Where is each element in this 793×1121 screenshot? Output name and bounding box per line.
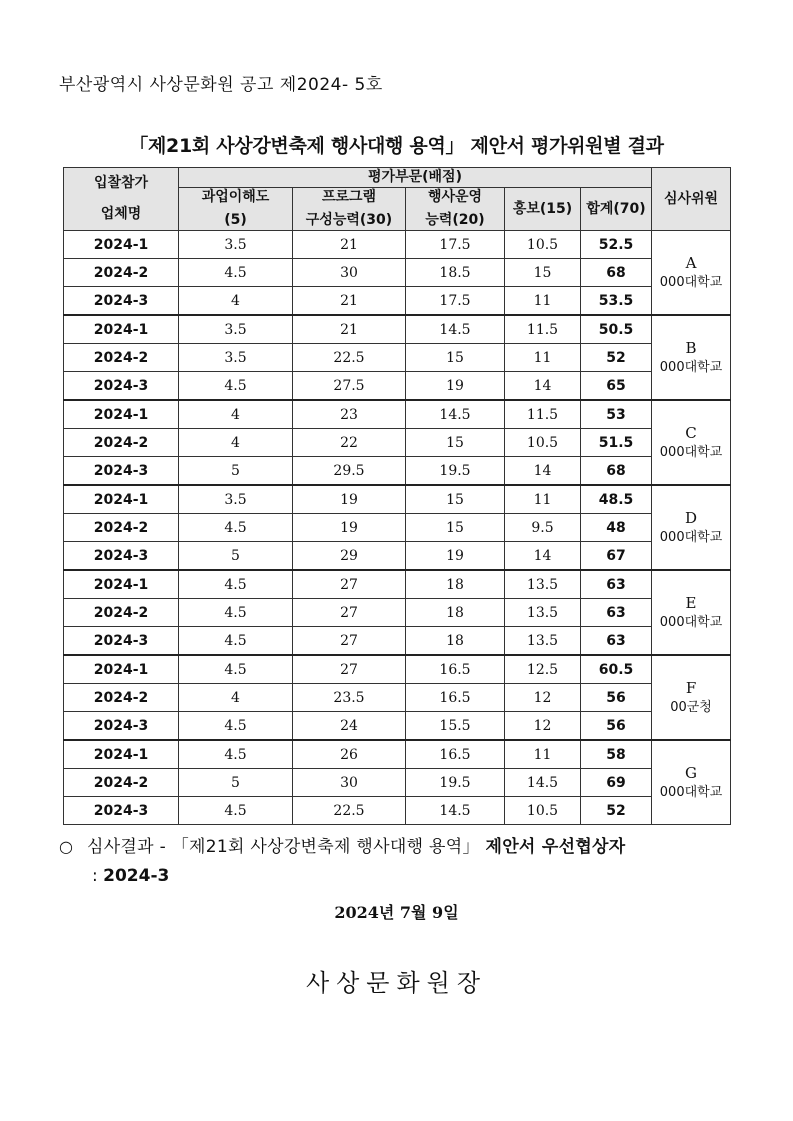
operation-score: 19.5 <box>406 769 505 797</box>
promotion-score: 13.5 <box>505 570 581 599</box>
program-score: 23.5 <box>293 684 406 712</box>
company-cell: 2024-2 <box>64 599 179 627</box>
total-score: 65 <box>581 372 652 401</box>
judge-cell <box>652 740 731 825</box>
company-cell: 2024-1 <box>64 231 179 259</box>
promotion-score: 11 <box>505 287 581 316</box>
total-score: 63 <box>581 627 652 656</box>
understanding-score: 5 <box>179 769 293 797</box>
judge-letter: B <box>685 338 697 357</box>
company-cell: 2024-3 <box>64 542 179 571</box>
winner-company: 2024-3 <box>103 866 170 886</box>
operation-score: 16.5 <box>406 684 505 712</box>
program-score: 30 <box>293 259 406 287</box>
promotion-score: 14 <box>505 372 581 401</box>
promotion-score: 12 <box>505 712 581 741</box>
judge-letter: C <box>685 423 697 442</box>
judge-cell <box>652 485 731 570</box>
table-row <box>64 344 731 372</box>
promotion-score: 10.5 <box>505 429 581 457</box>
company-cell: 2024-1 <box>64 740 179 769</box>
operation-score: 15 <box>406 514 505 542</box>
program-score: 22 <box>293 429 406 457</box>
promotion-score: 12 <box>505 684 581 712</box>
table-row <box>64 457 731 486</box>
total-score: 52 <box>581 797 652 825</box>
company-cell: 2024-2 <box>64 344 179 372</box>
promotion-score: 14 <box>505 542 581 571</box>
promotion-score: 10.5 <box>505 231 581 259</box>
table-row <box>64 684 731 712</box>
understanding-score: 4 <box>179 400 293 429</box>
judge-letter: A <box>685 253 697 272</box>
total-score: 67 <box>581 542 652 571</box>
judge-letter: G <box>685 763 698 782</box>
result-prefix: 심사결과 - 「제21회 사상강변축제 행사대행 용역」 <box>86 837 480 857</box>
operation-score: 14.5 <box>406 315 505 344</box>
understanding-score: 4 <box>179 429 293 457</box>
program-score: 27 <box>293 627 406 656</box>
table-row <box>64 542 731 571</box>
company-cell: 2024-2 <box>64 429 179 457</box>
understanding-score: 4.5 <box>179 797 293 825</box>
operation-score: 15 <box>406 485 505 514</box>
category-header-total: 합계(70) <box>581 188 652 231</box>
promotion-score: 9.5 <box>505 514 581 542</box>
understanding-score: 3.5 <box>179 485 293 514</box>
judge-organization: 00군청 <box>670 699 712 715</box>
promotion-score: 14.5 <box>505 769 581 797</box>
understanding-score: 4.5 <box>179 372 293 401</box>
program-score: 27 <box>293 655 406 684</box>
evaluation-results-table <box>63 167 731 825</box>
judge-organization: 000대학교 <box>659 614 723 630</box>
operation-score: 18 <box>406 599 505 627</box>
program-score: 27 <box>293 570 406 599</box>
signer-title: 사상문화원장 <box>305 969 488 997</box>
understanding-score: 3.5 <box>179 315 293 344</box>
understanding-score: 4.5 <box>179 514 293 542</box>
category-group-header: 평가부문(배점) <box>179 168 652 188</box>
table-row <box>64 259 731 287</box>
understanding-score: 4.5 <box>179 712 293 741</box>
judge-organization: 000대학교 <box>659 274 723 290</box>
promotion-score: 11 <box>505 485 581 514</box>
total-score: 48 <box>581 514 652 542</box>
operation-score: 18.5 <box>406 259 505 287</box>
operation-score: 18 <box>406 570 505 599</box>
table-row <box>64 769 731 797</box>
company-header: 입찰참가 업체명 <box>64 168 179 231</box>
category-header-program: 프로그램 구성능력(30) <box>293 188 406 231</box>
promotion-score: 10.5 <box>505 797 581 825</box>
understanding-score: 4.5 <box>179 655 293 684</box>
program-score: 19 <box>293 485 406 514</box>
total-score: 50.5 <box>581 315 652 344</box>
company-cell: 2024-2 <box>64 684 179 712</box>
result-suffix: 제안서 우선협상자 <box>485 837 626 857</box>
table-row <box>64 231 731 259</box>
company-cell: 2024-2 <box>64 259 179 287</box>
category-header-understanding: 과업이해도 (5) <box>179 188 293 231</box>
total-score: 52.5 <box>581 231 652 259</box>
program-score: 24 <box>293 712 406 741</box>
judge-cell <box>652 315 731 400</box>
total-score: 56 <box>581 684 652 712</box>
judge-letter: F <box>685 678 697 697</box>
operation-score: 19 <box>406 372 505 401</box>
promotion-score: 11.5 <box>505 315 581 344</box>
program-score: 27.5 <box>293 372 406 401</box>
operation-score: 15 <box>406 429 505 457</box>
judge-organization: 000대학교 <box>659 359 723 375</box>
table-row <box>64 797 731 825</box>
program-score: 27 <box>293 599 406 627</box>
judge-header: 심사위원 <box>652 168 731 231</box>
program-score: 23 <box>293 400 406 429</box>
notice-number: 부산광역시 사상문화원 공고 제2024- 5호 <box>59 75 383 95</box>
operation-score: 15 <box>406 344 505 372</box>
understanding-score: 4.5 <box>179 740 293 769</box>
category-header-promotion: 홍보(15) <box>505 188 581 231</box>
program-score: 19 <box>293 514 406 542</box>
company-cell: 2024-2 <box>64 514 179 542</box>
promotion-score: 15 <box>505 259 581 287</box>
program-score: 30 <box>293 769 406 797</box>
understanding-score: 3.5 <box>179 231 293 259</box>
total-score: 68 <box>581 457 652 486</box>
table-row <box>64 315 731 344</box>
judge-letter: D <box>685 508 698 527</box>
operation-score: 17.5 <box>406 231 505 259</box>
judge-cell <box>652 231 731 316</box>
understanding-score: 4 <box>179 684 293 712</box>
company-cell: 2024-1 <box>64 655 179 684</box>
operation-score: 14.5 <box>406 400 505 429</box>
program-score: 29.5 <box>293 457 406 486</box>
understanding-score: 4.5 <box>179 627 293 656</box>
results-body <box>64 231 731 825</box>
table-row <box>64 599 731 627</box>
understanding-score: 4.5 <box>179 259 293 287</box>
company-cell: 2024-2 <box>64 769 179 797</box>
table-row <box>64 570 731 599</box>
company-cell: 2024-3 <box>64 372 179 401</box>
operation-score: 19 <box>406 542 505 571</box>
promotion-score: 14 <box>505 457 581 486</box>
total-score: 68 <box>581 259 652 287</box>
table-row <box>64 429 731 457</box>
result-statement <box>59 832 625 857</box>
operation-score: 16.5 <box>406 655 505 684</box>
company-cell: 2024-3 <box>64 287 179 316</box>
operation-score: 17.5 <box>406 287 505 316</box>
category-header-operation: 행사운영 능력(20) <box>406 188 505 231</box>
judge-cell <box>652 655 731 740</box>
understanding-score: 5 <box>179 457 293 486</box>
program-score: 22.5 <box>293 797 406 825</box>
program-score: 29 <box>293 542 406 571</box>
total-score: 63 <box>581 599 652 627</box>
promotion-score: 13.5 <box>505 599 581 627</box>
understanding-score: 4.5 <box>179 599 293 627</box>
bullet-circle-icon: ○ <box>59 837 74 856</box>
company-cell: 2024-3 <box>64 627 179 656</box>
table-row <box>64 485 731 514</box>
promotion-score: 12.5 <box>505 655 581 684</box>
program-score: 22.5 <box>293 344 406 372</box>
winner-line: : 2024-3 <box>92 866 170 886</box>
company-cell: 2024-1 <box>64 570 179 599</box>
understanding-score: 4.5 <box>179 570 293 599</box>
judge-letter: E <box>685 593 697 612</box>
company-cell: 2024-1 <box>64 485 179 514</box>
table-row <box>64 372 731 401</box>
company-cell: 2024-3 <box>64 797 179 825</box>
table-row <box>64 627 731 656</box>
operation-score: 16.5 <box>406 740 505 769</box>
total-score: 52 <box>581 344 652 372</box>
understanding-score: 5 <box>179 542 293 571</box>
total-score: 51.5 <box>581 429 652 457</box>
promotion-score: 11.5 <box>505 400 581 429</box>
total-score: 53.5 <box>581 287 652 316</box>
total-score: 53 <box>581 400 652 429</box>
company-cell: 2024-1 <box>64 315 179 344</box>
program-score: 21 <box>293 287 406 316</box>
understanding-score: 3.5 <box>179 344 293 372</box>
document-title: 「제21회 사상강변축제 행사대행 용역」 제안서 평가위원별 결과 <box>129 135 664 157</box>
judge-cell <box>652 570 731 655</box>
total-score: 60.5 <box>581 655 652 684</box>
table-row <box>64 287 731 316</box>
promotion-score: 11 <box>505 740 581 769</box>
program-score: 21 <box>293 315 406 344</box>
promotion-score: 13.5 <box>505 627 581 656</box>
company-cell: 2024-3 <box>64 457 179 486</box>
judge-organization: 000대학교 <box>659 444 723 460</box>
judge-organization: 000대학교 <box>659 784 723 800</box>
program-score: 26 <box>293 740 406 769</box>
judge-cell <box>652 400 731 485</box>
operation-score: 19.5 <box>406 457 505 486</box>
table-row <box>64 740 731 769</box>
total-score: 58 <box>581 740 652 769</box>
table-row <box>64 712 731 741</box>
company-cell: 2024-1 <box>64 400 179 429</box>
total-score: 48.5 <box>581 485 652 514</box>
document-date: 2024년 7월 9일 <box>334 903 459 922</box>
promotion-score: 11 <box>505 344 581 372</box>
table-row <box>64 655 731 684</box>
total-score: 56 <box>581 712 652 741</box>
total-score: 69 <box>581 769 652 797</box>
operation-score: 18 <box>406 627 505 656</box>
table-row <box>64 514 731 542</box>
operation-score: 14.5 <box>406 797 505 825</box>
understanding-score: 4 <box>179 287 293 316</box>
judge-organization: 000대학교 <box>659 529 723 545</box>
operation-score: 15.5 <box>406 712 505 741</box>
company-cell: 2024-3 <box>64 712 179 741</box>
table-row <box>64 400 731 429</box>
total-score: 63 <box>581 570 652 599</box>
program-score: 21 <box>293 231 406 259</box>
